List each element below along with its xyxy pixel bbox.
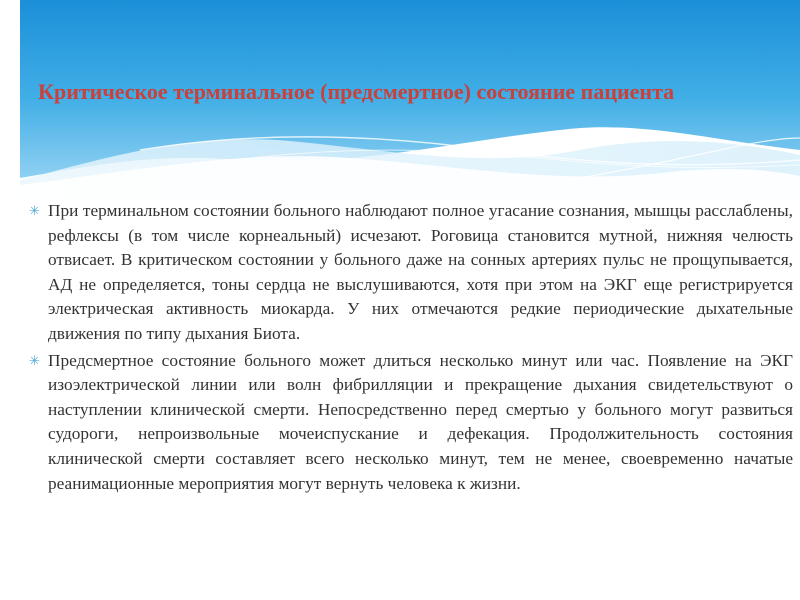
- bullet-item: [28, 349, 793, 497]
- asterisk-bullet-icon: ✳: [29, 203, 40, 218]
- bullet-text: При терминальном состоянии больного наблюдают полное угасание сознания, мышцы расслаблены, рефлексы (в том числе корнеальный) исчезают. Роговица становится мутной, нижняя челюсть отвисает. В критическом состоянии у больного даже на сонных артериях пульс не прощупывается, АД не определяется, тоны сердца не выслушиваются, хотя при этом на ЭКГ еще регистрируется электрическая активность миокарда. У них отмечаются редкие периодические дыхательные движения по типу дыхания Биота.: [48, 201, 793, 343]
- bullet-item: [28, 199, 793, 347]
- slide-title: Критическое терминальное (предсмертное) состояние пациента: [38, 79, 675, 104]
- bullet-list: [28, 199, 793, 498]
- bullet-text: Предсмертное состояние больного может длиться несколько минут или час. Появление на ЭКГ изоэлектрической линии или волн фибрилляции и прекращение дыхания свидетельствуют о наступлении клинической смерти. Непосредственно перед смертью у больного могут развиться судороги, непроизвольные мочеиспускание и дефекация. Продолжительность состояния клинической смерти составляет всего несколько минут, тем не менее, своевременно начатые реанимационные мероприятия могут вернуть человека к жизни.: [48, 350, 793, 493]
- asterisk-bullet-icon: ✳: [29, 352, 40, 368]
